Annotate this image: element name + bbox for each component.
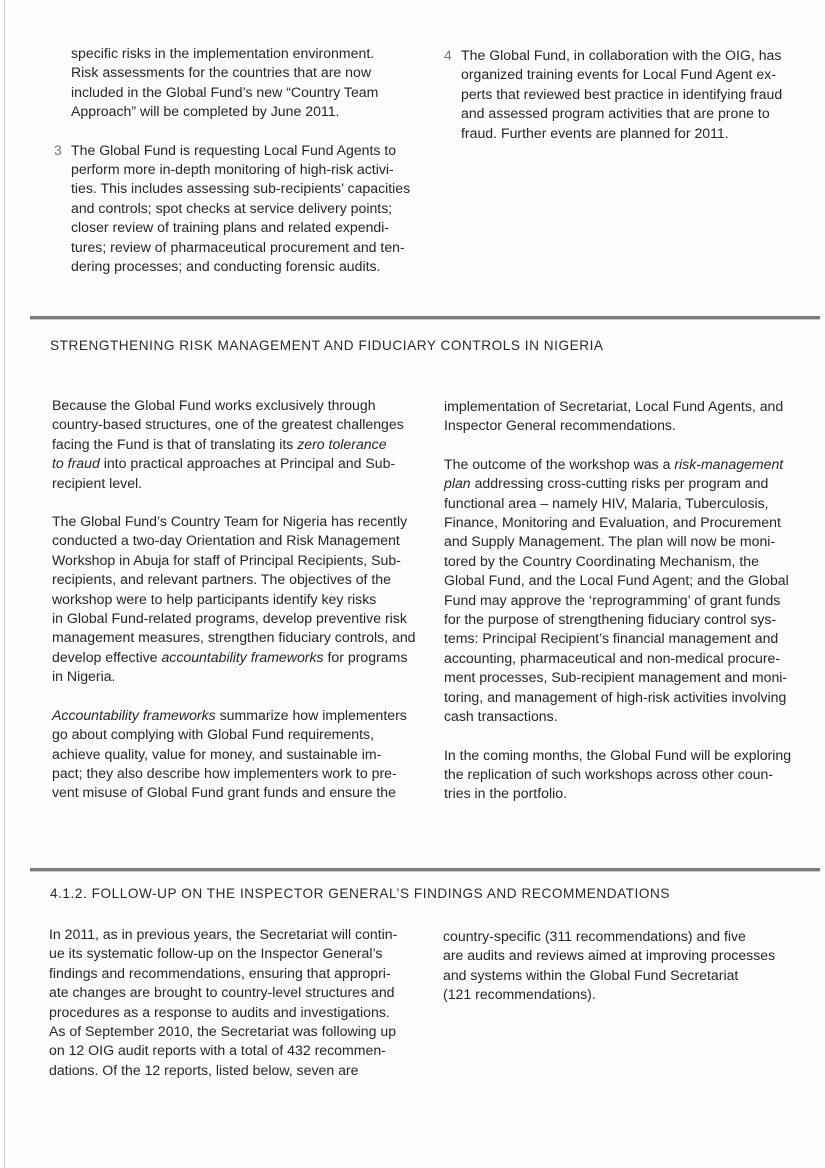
list-number: 4 bbox=[444, 47, 452, 63]
top-right-column bbox=[444, 46, 819, 143]
paragraph bbox=[52, 396, 434, 493]
paragraph bbox=[52, 706, 434, 803]
text-line: Risk assessments for the countries that are now bbox=[71, 64, 372, 81]
text-line: are audits and reviews aimed at improving processes bbox=[443, 947, 776, 964]
paragraph bbox=[443, 927, 820, 1005]
box-heading: STRENGTHENING RISK MANAGEMENT AND FIDUCIARY CONTROLS IN NIGERIA bbox=[50, 338, 604, 353]
text-line: Finance, Monitoring and Evaluation, and Procurement bbox=[444, 514, 781, 531]
text-line: on 12 OIG audit reports with a total of 432 recommen- bbox=[49, 1042, 386, 1059]
text-line: tored by the Country Coordinating Mechanism, the bbox=[444, 552, 759, 569]
section-heading: 4.1.2. FOLLOW-UP ON THE INSPECTOR GENERAL’S FINDINGS AND RECOMMENDATIONS bbox=[50, 886, 670, 901]
text-line: recipient level. bbox=[52, 474, 143, 491]
text-line: Because the Global Fund works exclusively through bbox=[52, 397, 376, 413]
list-item-4 bbox=[444, 46, 819, 143]
text-line: management measures, strengthen fiduciary controls, and bbox=[52, 629, 416, 646]
paragraph bbox=[444, 746, 820, 804]
text-line: in Nigeria. bbox=[52, 668, 116, 685]
text-line: workshop were to help participants identify key risks bbox=[52, 590, 377, 607]
text-line: organized training events for Local Fund Agent ex- bbox=[461, 66, 776, 83]
emphasis: to fraud bbox=[52, 455, 100, 472]
text-line: perts that reviewed best practice in identifying fraud bbox=[461, 85, 783, 102]
list-number: 3 bbox=[54, 141, 62, 158]
text-line: ate changes are brought to country-level structures and bbox=[49, 984, 395, 1001]
text-run: for programs bbox=[323, 648, 408, 665]
text-line: ue its systematic follow-up on the Inspector General’s bbox=[49, 945, 383, 962]
text-line: the replication of such workshops across other coun- bbox=[444, 765, 774, 782]
text-line: Workshop in Abuja for staff of Principal Recipients, Sub- bbox=[52, 551, 401, 568]
page-edge bbox=[4, 0, 5, 1168]
text-line: In 2011, as in previous years, the Secretariat will contin- bbox=[49, 926, 398, 942]
text-line: conducted a two-day Orientation and Risk Management bbox=[52, 532, 400, 549]
text-line: and Supply Management. The plan will now be moni- bbox=[444, 533, 776, 550]
text-line: The Global Fund, in collaboration with the OIG, has bbox=[461, 47, 782, 63]
text-line: pact; they also describe how implementers work to pre- bbox=[52, 764, 397, 781]
text-run: develop effective bbox=[52, 648, 162, 665]
text-run: The outcome of the workshop was a bbox=[444, 455, 675, 472]
text-line: specific risks in the implementation environment. bbox=[71, 45, 375, 61]
text-line: (121 recommendations). bbox=[443, 986, 596, 1003]
list-item-3 bbox=[54, 141, 434, 277]
text-line: tures; review of pharmaceutical procurement and ten- bbox=[71, 238, 405, 255]
text-line: accounting, pharmaceutical and non-medical procure- bbox=[444, 649, 781, 666]
text-run: facing the Fund is that of translating its bbox=[52, 435, 298, 452]
text-line: In the coming months, the Global Fund will be exploring bbox=[444, 746, 792, 763]
text-line: closer review of training plans and related expendi- bbox=[71, 219, 390, 236]
text-line: perform more in-depth monitoring of high-risk activi- bbox=[71, 161, 394, 178]
text-line: The Global Fund is requesting Local Fund Agents to bbox=[71, 141, 397, 158]
paragraph bbox=[52, 512, 434, 687]
followup-right-column bbox=[443, 927, 820, 1005]
text-line: procedures as a response to audits and investigations. bbox=[49, 1003, 390, 1020]
text-line: ties. This includes assessing sub-recipients’ capacities bbox=[71, 180, 411, 197]
text-line: toring, and management of high-risk activities involving bbox=[444, 688, 787, 705]
followup-left-column bbox=[49, 925, 434, 1080]
text-line: functional area – namely HIV, Malaria, Tuberculosis, bbox=[444, 494, 769, 511]
emphasis: risk-management bbox=[674, 455, 784, 472]
text-line: ment processes, Sub-recipient management and moni- bbox=[444, 669, 788, 686]
text-line: As of September 2010, the Secretariat was following up bbox=[49, 1023, 397, 1040]
text-line: implementation of Secretariat, Local Fund Agents, and bbox=[444, 398, 784, 414]
text-line: dations. Of the 12 reports, listed below, seven are bbox=[49, 1061, 359, 1078]
emphasis: Accountability frameworks bbox=[52, 706, 216, 723]
text-line: tries in the portfolio. bbox=[444, 785, 567, 802]
text-line: country-specific (311 recommendations) and five bbox=[443, 928, 746, 944]
text-line: dering processes; and conducting forensic audits. bbox=[71, 258, 381, 275]
paragraph bbox=[49, 925, 434, 1080]
text-line: Approach” will be completed by June 2011. bbox=[71, 103, 340, 120]
text-line: for the purpose of strengthening fiduciary control sys- bbox=[444, 611, 777, 628]
text-line: and assessed program activities that are prone to bbox=[461, 105, 770, 122]
emphasis: zero tolerance bbox=[297, 435, 387, 452]
text-line: findings and recommendations, ensuring that appropri- bbox=[49, 964, 391, 981]
emphasis: accountability frameworks bbox=[161, 648, 324, 665]
paragraph bbox=[444, 397, 820, 436]
nigeria-right-column bbox=[444, 397, 820, 804]
text-line: tems: Principal Recipient’s financial management and bbox=[444, 630, 779, 647]
text-line: cash transactions. bbox=[444, 708, 558, 725]
section-divider bbox=[30, 868, 820, 872]
section-divider bbox=[30, 316, 820, 320]
text-run: addressing cross-cutting risks per program and bbox=[470, 475, 769, 492]
text-run: summarize how implementers bbox=[215, 706, 407, 723]
text-line: fraud. Further events are planned for 2011. bbox=[461, 124, 729, 141]
text-run: into practical approaches at Principal and Sub- bbox=[99, 455, 396, 472]
text-line: The Global Fund’s Country Team for Nigeria has recently bbox=[52, 513, 408, 530]
emphasis: plan bbox=[444, 475, 471, 492]
text-line: country-based structures, one of the greatest challenges bbox=[52, 416, 404, 433]
text-line: Inspector General recommendations. bbox=[444, 417, 676, 434]
list-item-2-continuation bbox=[54, 44, 434, 122]
text-line: in Global Fund-related programs, develop preventive risk bbox=[52, 610, 407, 627]
text-line: and controls; spot checks at service delivery points; bbox=[71, 199, 393, 216]
text-line: vent misuse of Global Fund grant funds and ensure the bbox=[52, 784, 396, 801]
nigeria-left-column bbox=[52, 396, 434, 803]
text-line: achieve quality, value for money, and sustainable im- bbox=[52, 745, 382, 762]
top-left-column bbox=[54, 44, 434, 276]
text-line: and systems within the Global Fund Secretariat bbox=[443, 966, 739, 983]
text-line: included in the Global Fund’s new “Country Team bbox=[71, 83, 379, 100]
text-line: go about complying with Global Fund requirements, bbox=[52, 726, 374, 743]
text-line: Global Fund, and the Local Fund Agent; and the Global bbox=[444, 572, 789, 589]
text-line: recipients, and relevant partners. The objectives of the bbox=[52, 571, 391, 588]
text-line: Fund may approve the ‘reprogramming’ of grant funds bbox=[444, 591, 781, 608]
paragraph bbox=[444, 455, 820, 727]
